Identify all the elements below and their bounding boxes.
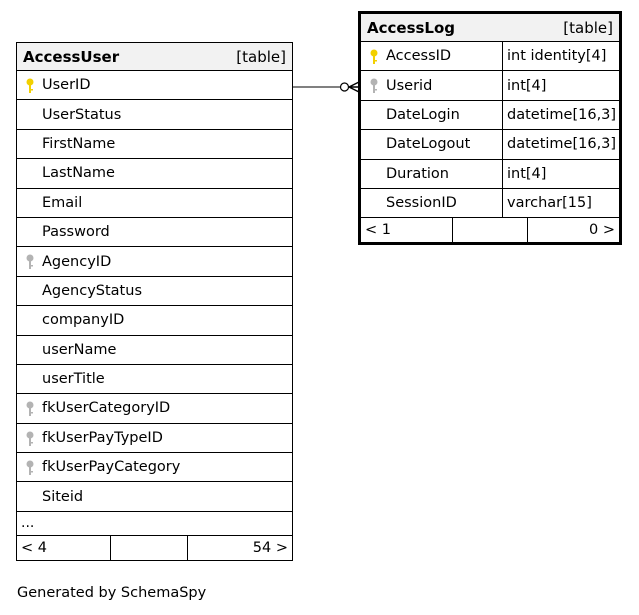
column-name: companyID — [42, 312, 125, 329]
access-log-table[interactable] — [358, 11, 622, 245]
column-type: int[4] — [507, 165, 547, 182]
parents-count[interactable]: < 4 — [17, 536, 111, 560]
column-name: Email — [42, 194, 83, 211]
foreign-key-icon — [25, 460, 35, 476]
column-name: FirstName — [42, 135, 116, 152]
column-name: fkUserPayCategory — [42, 459, 181, 476]
table-name: AccessLog — [367, 18, 456, 37]
column-type: datetime[16,3] — [507, 136, 617, 153]
children-count[interactable]: 0 > — [589, 222, 615, 239]
column-name: Siteid — [42, 488, 84, 505]
column-row[interactable] — [17, 336, 292, 365]
foreign-key-icon — [25, 254, 35, 270]
column-type: datetime[16,3] — [507, 106, 617, 123]
access-user-header[interactable] — [17, 43, 292, 71]
column-row[interactable] — [17, 453, 292, 482]
column-row[interactable] — [17, 306, 292, 335]
children-count[interactable]: 54 > — [252, 539, 288, 556]
parents-count[interactable]: < 1 — [361, 218, 453, 242]
column-row[interactable] — [361, 130, 619, 159]
column-row[interactable] — [17, 130, 292, 159]
column-row[interactable] — [17, 365, 292, 394]
column-row[interactable] — [17, 218, 292, 247]
column-name: UserStatus — [42, 106, 122, 123]
access-log-header[interactable] — [361, 14, 619, 42]
table-kind: [table] — [236, 47, 286, 66]
column-name: AgencyStatus — [42, 282, 142, 299]
column-row[interactable] — [17, 189, 292, 218]
column-row[interactable] — [361, 160, 619, 189]
primary-key-icon — [25, 78, 35, 94]
column-row[interactable] — [17, 71, 292, 100]
column-name: Userid — [361, 71, 503, 99]
access-log-footer — [361, 218, 619, 242]
column-name: LastName — [42, 165, 115, 182]
row-count — [111, 536, 188, 560]
column-row[interactable] — [361, 71, 619, 100]
column-type: int identity[4] — [507, 48, 607, 65]
table-name: AccessUser — [23, 47, 120, 66]
column-row[interactable] — [17, 247, 292, 276]
column-type: varchar[15] — [507, 195, 592, 212]
access-user-columns — [17, 71, 292, 512]
foreign-key-icon — [25, 431, 35, 447]
access-user-footer — [17, 536, 292, 560]
column-row[interactable] — [361, 42, 619, 71]
row-count — [453, 218, 528, 242]
column-name: fkUserCategoryID — [42, 400, 171, 417]
access-log-columns — [361, 42, 619, 218]
column-name: UserID — [42, 77, 91, 94]
foreign-key-icon — [369, 78, 379, 94]
column-row[interactable] — [17, 394, 292, 423]
column-name: Duration — [361, 160, 503, 188]
relationship-optional-circle — [341, 83, 349, 91]
primary-key-icon — [369, 49, 379, 65]
column-name: userTitle — [42, 371, 105, 388]
more-columns-indicator[interactable]: ... — [17, 512, 292, 536]
column-row[interactable] — [17, 159, 292, 188]
column-name: Password — [42, 224, 110, 241]
column-row[interactable] — [361, 189, 619, 218]
access-user-table[interactable] — [16, 42, 293, 561]
column-name: SessionID — [361, 189, 503, 217]
column-name: AgencyID — [42, 253, 112, 270]
foreign-key-icon — [25, 401, 35, 417]
column-name: AccessID — [361, 42, 503, 70]
table-kind: [table] — [563, 18, 613, 37]
column-type: int[4] — [507, 77, 547, 94]
column-name: DateLogin — [361, 101, 503, 129]
column-row[interactable] — [17, 277, 292, 306]
column-row[interactable] — [361, 101, 619, 130]
column-name: fkUserPayTypeID — [42, 429, 163, 446]
column-row[interactable] — [17, 482, 292, 511]
column-name: DateLogout — [361, 130, 503, 158]
generated-by-caption: Generated by SchemaSpy — [17, 585, 207, 601]
column-row[interactable] — [17, 424, 292, 453]
column-row[interactable] — [17, 100, 292, 129]
column-name: userName — [42, 341, 117, 358]
